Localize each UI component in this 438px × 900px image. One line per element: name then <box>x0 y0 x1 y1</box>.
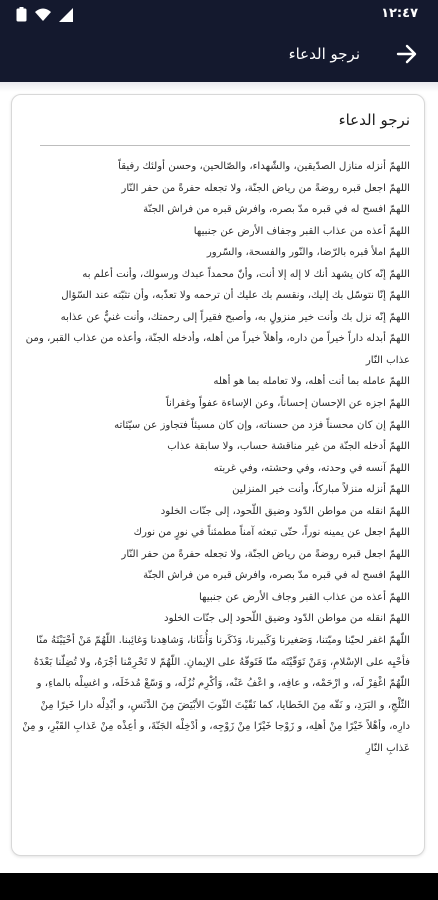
prayer-list <box>22 156 410 759</box>
signal-icon <box>59 8 73 22</box>
prayer-paragraph: اللهمّ أنزله منازل الصدّيقين، والشّهداء، والصّالحين، وحسن أولئك رفيقاً <box>118 161 410 172</box>
prayer-paragraph: اللهمّ اجعل قبره روضةً من رياض الجنّة، ولا تجعله حفرةً من حفر النّار <box>121 548 410 560</box>
prayer-paragraph: اللهمّ افسح له في قبره مدّ بصره، وافرش قبره من فراش الجنّة <box>143 204 410 216</box>
status-bar <box>0 0 438 30</box>
prayer-paragraph: اللهمّ املأ قبره بالرّضا، والنّور والفسحة، والسّرور <box>206 247 410 259</box>
prayer-paragraph: اللهمّ افسح له في قبره مدّ بصره، وافرش قبره من فراش الجنّة <box>143 570 410 582</box>
title-divider <box>40 145 410 146</box>
prayer-paragraph: اللّهُمّ اغْفِرْ لَه، و ارْحَمْه، و عافِه، و اعْفُ عَنْه، وَأكْرِم نُزُلَه، و وَسّعْ مُدخَلَه، و اغسِلْه بالماءِ، و الثّلْجِ، و البَرَدِ، و نَقّه مِنَ الخَطايا، كما نَقّيْتَ الثّوبَ الأبْيَضَ مِنَ الدَّنَسِ، و أبْدِلْه دارا خَيرًا مِنْ دارِه، وأهْلاً خَيْرًا مِنْ أهلِه، و زَوْجا خَيْرًا مِنْ زَوْجِه، و أدْخِلْه الجَنّةَ، و أعِذْه مِنْ عَذابِ القَبْرِ، و مِنْ عَذابِ النّارِ <box>22 678 410 754</box>
prayer-paragraph: اللهمّ انقله من مواطن الدّود وضيق اللّحود إلى جنّات الخلود <box>164 613 410 625</box>
card-title: نرجو الدعاء <box>338 111 410 129</box>
prayer-paragraph: اللهمّ اجزه عن الإحسان إحساناً، وعن الإساءة عفواً وغفراناً <box>165 398 410 410</box>
prayer-paragraph: اللهمّ إنّا نتوسّل بك إليك، ونقسم بك عليك أن ترحمه ولا تعذّبه، وأن تثبّته عند السّؤال <box>61 290 410 302</box>
prayer-paragraph: اللهمّ أبدله داراً خيراً من داره، وأهلاً خيراً من أهله، وأدخله الجنّة، وأعذه من عذاب القبر، ومن عذاب النّار <box>25 333 410 366</box>
prayer-paragraph: اللهمّ أعذه من عذاب القبر وجفاف الأرض عن جنبيها <box>193 225 410 237</box>
prayer-paragraph: اللهمّ عامله بما أنت أهله، ولا تعامله بما هو أهله <box>213 376 410 388</box>
prayer-paragraph: اللهمّ اجعل عن يمينه نوراً، حتّى تبعثه آمناً مطمئناً في نورٍ من نورك <box>133 527 410 539</box>
system-nav-bar <box>0 873 438 900</box>
prayer-paragraph: اللهمّ إنّه كان يشهد أنك لا إله إلا أنت، وأنّ محمداً عبدك ورسولك، وأنت أعلم به <box>82 268 410 280</box>
prayer-paragraph: اللّهمّ اغفر لحيّنا وميّتنا، وَصَغيرنا وَكَبيرنا، وَذَكَرنا وَأُنثَانا، وَشاهِدنا وَغائِبنا. اللّهُمّ مَنْ أحْيَيْتَهُ منّا فأحْيِه على الإسْلامِ، وَمَنْ تَوَفّيْتَه منّا فَتَوفّهُ على الإيمانِ. اللّهُمّ لا تَحْرِمْنا أجْرَهُ، ولا تُضِلّنا بَعْدَهُ <box>33 635 410 668</box>
prayer-paragraph: اللهمّ أدخله الجنّة من غير مناقشة حساب، ولا سابقة عذاب <box>167 441 410 453</box>
app-bar <box>0 30 438 82</box>
wifi-icon <box>35 8 51 21</box>
prayer-paragraph: اللهمّ أعذه من عذاب القبر وجاف الأرض عن جنبيها <box>198 591 410 603</box>
status-time: ١٢:٤٧ <box>381 6 418 21</box>
prayer-paragraph: اللهمّ انقله من مواطن الدّود وضيق اللّحود، إلى جنّات الخلود <box>160 505 410 517</box>
status-icons <box>16 7 73 22</box>
prayer-paragraph: اللهمّ أنزله منزلاً مباركاً، وأنت خير المنزلين <box>232 484 410 496</box>
prayer-paragraph: اللهمّ اجعل قبره روضةً من رياض الجنّة، ولا تجعله حفرةً من حفر النّار <box>121 182 410 194</box>
prayer-paragraph: اللهمّ آنسه في وحدته، وفي وحشته، وفي غربته <box>213 462 410 474</box>
prayer-card <box>11 94 425 856</box>
battery-icon <box>16 7 27 22</box>
prayer-paragraph: اللهمّ إنّه نزل بك وأنت خير منزولٍ به، وأصبح فقيراً إلى رحمتك، وأنت غنيٌّ عن عذابه <box>60 311 410 323</box>
app-bar-title: نرجو الدعاء <box>288 45 360 63</box>
arrow-back-icon[interactable] <box>394 42 418 66</box>
app-bar-shadow <box>0 82 438 92</box>
prayer-paragraph: اللهمّ إن كان محسناً فزد من حسناته، وإن كان مسيئاً فتجاوز عن سيّئاته <box>114 419 410 431</box>
